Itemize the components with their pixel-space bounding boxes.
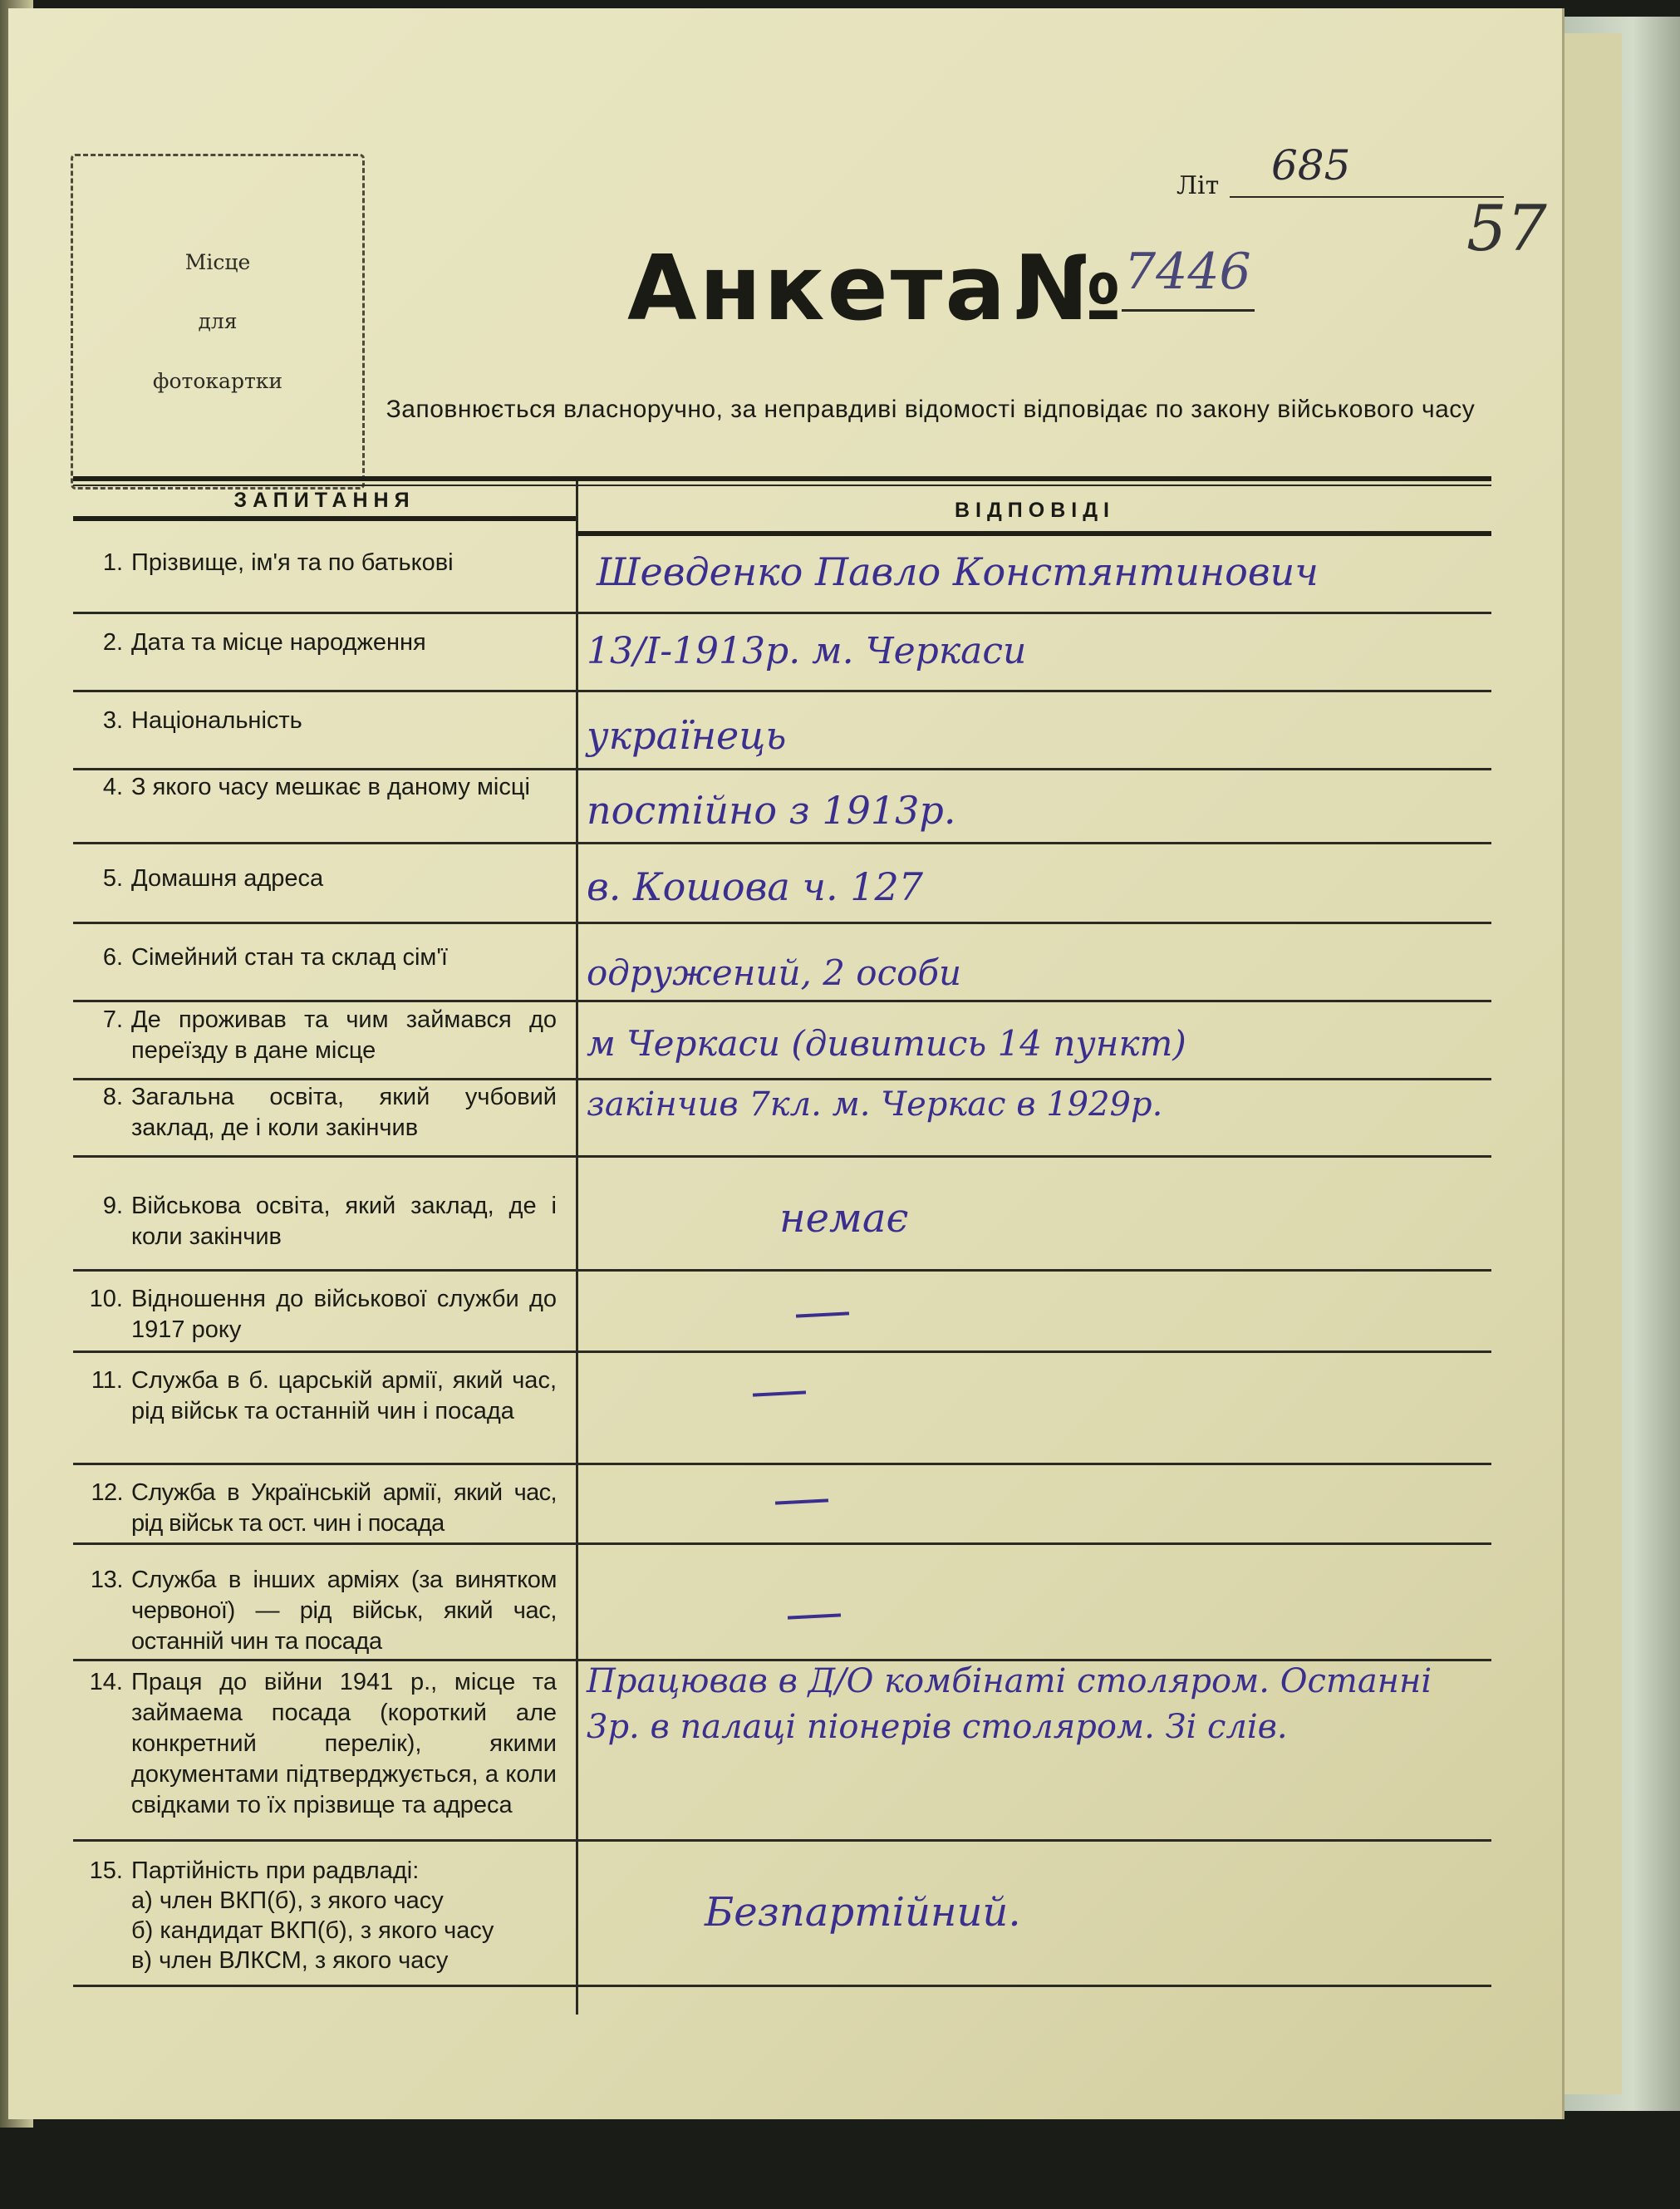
row-rule [73,1463,1491,1465]
answer-dash [775,1498,828,1504]
sheet-number: 57 [1466,191,1547,265]
answer-dash [788,1613,841,1619]
photo-placeholder-box [71,154,365,490]
row-rule [73,922,1491,924]
photo-box-line-3: фотокартки [152,368,283,393]
question-row-10: 10. Відношення до військової служби до 1917 року [89,1286,557,1343]
answer-general-education: закінчив 7кл. м. Черкас в 1929р. [587,1085,1163,1124]
number-sign: № [1014,237,1122,341]
row-rule [73,1659,1491,1661]
question-row-2: 2. Дата та місце народження [102,629,426,656]
party-question-line: а) член ВКП(б), з якого часу [131,1887,444,1914]
question-row-4: 4. З якого часу мешкає в даному місці [102,774,530,800]
row-rule [73,1078,1491,1080]
question-row-6: 6. Сімейний стан та склад сім'ї [102,944,448,971]
answer-military-education: немає [779,1195,909,1242]
question-row-3: 3. Національність [102,707,302,734]
row-rule [73,1350,1491,1353]
question-row-5: 5. Домашня адреса [102,865,324,892]
answer-residence-since: постійно з 1913р. [587,788,956,833]
header-rule-right [576,531,1491,536]
question-row-8: 8. Загальна освіта, який учбовий заклад, де і коли закінчив [102,1084,557,1141]
questionnaire-table [73,476,1491,2018]
row-rule [73,1839,1491,1842]
questionnaire-page [8,8,1565,2119]
photo-box-line-1: Місце [184,250,251,275]
form-title: Анкета [627,237,1009,341]
answer-dash [753,1390,806,1396]
form-number: 7446 [1124,243,1251,301]
table-top-rule [73,476,1491,481]
lit-label: Літ [1176,171,1220,200]
answer-previous-residence: м Черкаси (дивитись 14 пункт) [587,1023,1186,1064]
table-top-rule-thin [73,485,1491,486]
lit-underline [1230,196,1504,198]
question-row-12: 12. Служба в Українській армії, який час, рід військ та ост. чин і посада [91,1479,557,1537]
answer-party-membership: Безпартійний. [705,1889,1021,1936]
column-header-questions: ЗАПИТАННЯ [233,489,415,512]
answer-family-status: одружений, 2 особи [587,952,962,993]
row-rule [73,612,1491,614]
answer-nationality: українець [587,713,787,758]
answer-work-line-1: Працював в Д/О комбінаті столяром. Останні [587,1662,1432,1700]
question-row-1: 1. Прізвище, ім'я та по батькові [102,549,454,576]
row-rule [73,1000,1491,1002]
row-rule [73,768,1491,770]
header-rule-left [73,516,576,521]
answer-full-name: Шевденко Павло Констянтинович [597,549,1319,594]
instruction-text: Заповнюється власноручно, за неправдиві відомості відповідає по закону військового часу [386,396,1476,423]
question-row-7: 7. Де проживав та чим займався до переїзду в дане місце [102,1006,557,1064]
photo-box-line-2: для [198,309,238,334]
form-number-underline [1122,309,1255,312]
lit-value: 685 [1271,141,1351,189]
question-row-11: 11. Служба в б. царській армії, який час, рід військ та останній чин і посада [91,1367,557,1424]
row-rule [73,1542,1491,1545]
column-header-answers: ВІДПОВІДІ [955,499,1115,522]
table-bottom-rule [73,1985,1491,1987]
party-question-line: б) кандидат ВКП(б), з якого часу [131,1917,494,1944]
row-rule [73,1269,1491,1272]
party-question-line: Партійність при радвладі: [131,1857,420,1884]
question-row-14: 14. Праця до війни 1941 р., місце та займаема посада (короткий але конкретний перелік), якими документами підтверджується, а коли свідками то їх прізвище та адреса [89,1669,557,1818]
party-question-line: в) член ВЛКСМ, з якого часу [131,1947,449,1974]
answer-work-line-2: 3р. в палаці піонерів столяром. Зі слів. [587,1708,1288,1746]
question-row-13: 13. Служба в інших арміях (за винятком червоної) — рід військ, який час, останній чин та посада [90,1567,557,1655]
row-rule [73,1155,1491,1158]
row-rule [73,690,1491,692]
answer-dash [796,1311,849,1317]
question-row-9: 9. Військова освіта, який заклад, де і коли закінчив [102,1193,557,1250]
column-divider [576,481,578,2015]
answer-home-address: в. Кошова ч. 127 [587,864,924,909]
answer-birth-date-place: 13/I-1913р. м. Черкаси [587,630,1027,672]
question-row-15: 15. Партійність при радвладі: а) член ВКП(б), з якого часу б) кандидат ВКП(б), з якого часу в) член ВЛКСМ, з якого часу [89,1857,494,1974]
row-rule [73,842,1491,844]
